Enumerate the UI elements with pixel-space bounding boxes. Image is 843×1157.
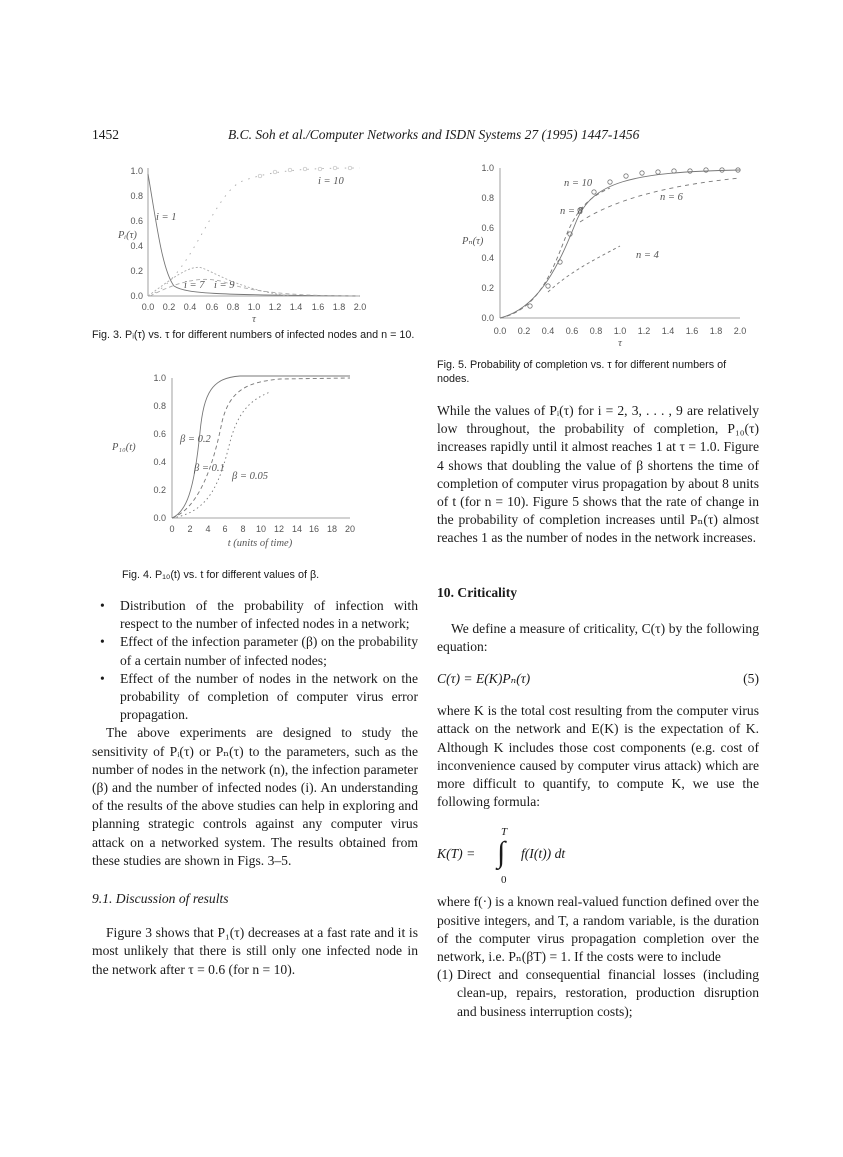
fig5-annot-n10: n = 10 [564, 178, 593, 189]
fig4-xtick: 6 [222, 524, 228, 534]
fig4-caption: Fig. 4. P₁₀(t) vs. t for different values of β. [122, 569, 320, 581]
fig3-annot-i9: i = 9 [214, 280, 235, 291]
equation-number: (5) [743, 671, 759, 687]
fig4-ylabel: P₁₀(t) [112, 442, 136, 453]
subsection-heading: 9.1. Discussion of results [92, 891, 229, 907]
paragraph: where f(·) is a known real-valued function defined over the positive integers, and T, a random variable, is the duration of the computer virus propagation completion over the network, i.e. Pₙ(βT) = 1. If the costs were to include [437, 894, 759, 965]
fig5-curve-n8 [500, 188, 610, 318]
fig4-axes [172, 378, 350, 518]
fig5-xtick: 0.6 [565, 326, 579, 336]
equation-5 [437, 670, 759, 692]
fig3-xtick: 0.2 [162, 302, 176, 312]
equation-expression: C(τ) = E(K)Pₙ(τ) [437, 671, 531, 687]
fig4-ytick: 0.2 [153, 485, 166, 495]
fig4-ytick: 0.6 [153, 429, 166, 439]
figure-5 [460, 162, 760, 349]
fig5-xtick: 0.4 [541, 326, 555, 336]
fig4-curves [172, 376, 350, 518]
integral-equation [437, 823, 759, 885]
fig5-xtick: 1.8 [709, 326, 723, 336]
fig4-xticks [169, 524, 355, 534]
fig3-xtick: 0.4 [183, 302, 197, 312]
fig5-xtick: 1.0 [613, 326, 627, 336]
fig5-annot-n4: n = 4 [636, 250, 659, 261]
fig3-caption: Fig. 3. Pᵢ(τ) vs. τ for different numbers of infected nodes and n = 10. [92, 329, 415, 341]
fig3-ytick: 0.2 [130, 266, 143, 276]
fig4-annot-b005: β = 0.05 [232, 471, 268, 482]
fig3-xtick: 1.0 [247, 302, 261, 312]
fig3-xtick: 2.0 [353, 302, 367, 312]
fig3-annot-i7: i = 7 [184, 280, 205, 291]
fig3-ytick: 0.8 [130, 191, 143, 201]
fig5-xticks [494, 326, 747, 336]
paragraph: where K is the total cost resulting from the computer virus attack on the network and E(K) is the expectation of K. Although K includes those cost components (e.g. cost of inconvenience caused by computer virus attack) which are more difficult to quantify, to compute K, we use the following formula: [437, 703, 759, 810]
fig5-ytick: 0.6 [481, 223, 494, 233]
fig5-xtick: 1.2 [637, 326, 651, 336]
fig3-ytick: 0.0 [130, 291, 143, 301]
fig3-ylabel: Pᵢ(τ) [118, 230, 137, 241]
fig4-annot-b01: β = 0.1 [194, 463, 225, 474]
integral-sign: ∫ [497, 836, 506, 870]
fig4-xtick: 14 [291, 524, 303, 534]
fig4-ytick: 1.0 [153, 373, 166, 383]
fig4-xtick: 0 [169, 524, 175, 534]
fig3-ytick: 1.0 [130, 166, 143, 176]
fig4-xtick: 16 [308, 524, 320, 534]
fig5-ylabel: Pₙ(τ) [462, 236, 484, 247]
fig4-curve-b005 [172, 392, 270, 518]
fig3-xtick: 1.2 [268, 302, 282, 312]
fig3-axes [148, 168, 360, 296]
fig4-annot-b02: β = 0.2 [180, 434, 211, 445]
fig3-curve-i9 [150, 279, 360, 296]
fig4-ytick: 0.0 [153, 513, 166, 523]
integral-body: f(I(t)) dt [521, 846, 566, 862]
fig4-xtick: 10 [255, 524, 267, 534]
fig4-xtick: 12 [273, 524, 285, 534]
figure-3 [110, 160, 380, 325]
fig4-xtick: 4 [205, 524, 211, 534]
fig5-curves [500, 170, 740, 318]
fig5-xtick: 1.4 [661, 326, 675, 336]
fig5-ytick: 0.0 [481, 313, 494, 323]
fig3-curve-i1 [148, 174, 360, 296]
fig5-ytick: 1.0 [481, 163, 494, 173]
fig5-annot-n6: n = 6 [660, 192, 683, 203]
list-item [437, 966, 759, 1021]
fig3-xlabel: τ [252, 314, 256, 325]
fig3-xtick: 1.4 [289, 302, 303, 312]
bullet-list [92, 597, 418, 724]
cost-list [437, 966, 759, 1021]
fig3-ytick: 0.4 [130, 241, 143, 251]
list-item: • Effect of the infection parameter (β) on the probability of a certain number of infected nodes; [92, 633, 418, 669]
fig4-curve-b01 [172, 378, 350, 518]
fig3-ytick: 0.6 [130, 216, 143, 226]
left-column [92, 597, 418, 979]
paragraph: Figure 3 shows that P₁(τ) decreases at a fast rate and it is most unlikely that there is still only one infected node in the network after τ = 0.6 (for n = 10). [92, 925, 418, 977]
fig3-xtick: 0.0 [141, 302, 155, 312]
fig4-xlabel: t (units of time) [227, 538, 293, 549]
fig5-annot-n8: n = 8 [560, 206, 583, 217]
fig4-xtick: 8 [240, 524, 246, 534]
fig4-xtick: 2 [187, 524, 193, 534]
page-number: 1452 [92, 127, 119, 142]
fig5-xtick: 1.6 [685, 326, 699, 336]
fig5-curve-n4 [548, 246, 620, 292]
journal-header: B.C. Soh et al./Computer Networks and ISDN Systems 27 (1995) 1447-1456 [228, 127, 640, 142]
fig5-markers [528, 168, 740, 308]
integral-lhs: K(T) = [437, 846, 476, 862]
integral-lower-limit: 0 [501, 874, 507, 887]
paragraph: While the values of Pᵢ(τ) for i = 2, 3, . . . , 9 are relatively low throughout, the probability of completion, P₁₀(τ) increases rapidly until it almost reaches 1 at τ = 1.0. Figure 4 shows that doubling the value of β shortens the time of completion of computer virus propagation by about 8 units of t (for n = 10). Figure 5 shows that the rate of change in the probability of completion increases until Pₙ(τ) almost reaches 1 as the number of nodes in the network increases. [437, 403, 759, 546]
fig3-curves [148, 168, 360, 296]
fig3-annot-i1: i = 1 [156, 212, 177, 223]
paragraph: The above experiments are designed to study the sensitivity of Pᵢ(τ) or Pₙ(τ) to the parameters, such as the number of nodes in the network (n), the infection parameter (β) and the number of infected nodes (i). An understanding of the results of the above studies can help in exploring and planning strategic controls against any computer virus attack on a networked system. The results obtained from these studies are shown in Figs. 3–5. [92, 725, 418, 868]
paragraph: We define a measure of criticality, C(τ) by the following equation: [437, 620, 759, 655]
fig5-xtick: 0.2 [517, 326, 531, 336]
fig5-xlabel: τ [618, 338, 622, 349]
fig3-xtick: 0.6 [205, 302, 219, 312]
list-item-text: Direct and consequential financial losses (including clean-up, repairs, restoration, production disruption and business interruption costs); [457, 967, 759, 1019]
fig4-ytick: 0.4 [153, 457, 166, 467]
fig3-xtick: 1.6 [311, 302, 325, 312]
fig3-xtick: 1.8 [332, 302, 346, 312]
fig3-xticks [142, 302, 367, 312]
list-item: • Distribution of the probability of infection with respect to the number of infected nodes in a network; [92, 597, 418, 633]
list-item: • Effect of the number of nodes in the network on the probability of completion of computer virus error propagation. [92, 670, 418, 725]
fig4-xtick: 18 [326, 524, 338, 534]
fig3-curve-i10 [148, 168, 360, 296]
fig5-ytick: 0.2 [481, 283, 494, 293]
right-column [437, 402, 759, 1021]
fig4-xtick: 20 [344, 524, 356, 534]
fig5-xtick: 0.8 [589, 326, 603, 336]
fig5-xtick: 2.0 [733, 326, 747, 336]
fig4-ytick: 0.8 [153, 401, 166, 411]
integral-upper-limit: T [501, 826, 508, 839]
fig5-xtick: 0.0 [493, 326, 507, 336]
fig5-caption: Fig. 5. Probability of completion vs. τ for different numbers of nodes. [437, 359, 727, 385]
fig5-ytick: 0.8 [481, 193, 494, 203]
figure-4 [110, 372, 380, 547]
fig3-xtick: 0.8 [226, 302, 240, 312]
fig4-curve-b02 [172, 376, 350, 518]
fig3-annot-i10: i = 10 [318, 176, 344, 187]
fig5-ytick: 0.4 [481, 253, 494, 263]
section-heading: 10. Criticality [437, 584, 518, 600]
list-item-number: (1) [437, 967, 453, 983]
